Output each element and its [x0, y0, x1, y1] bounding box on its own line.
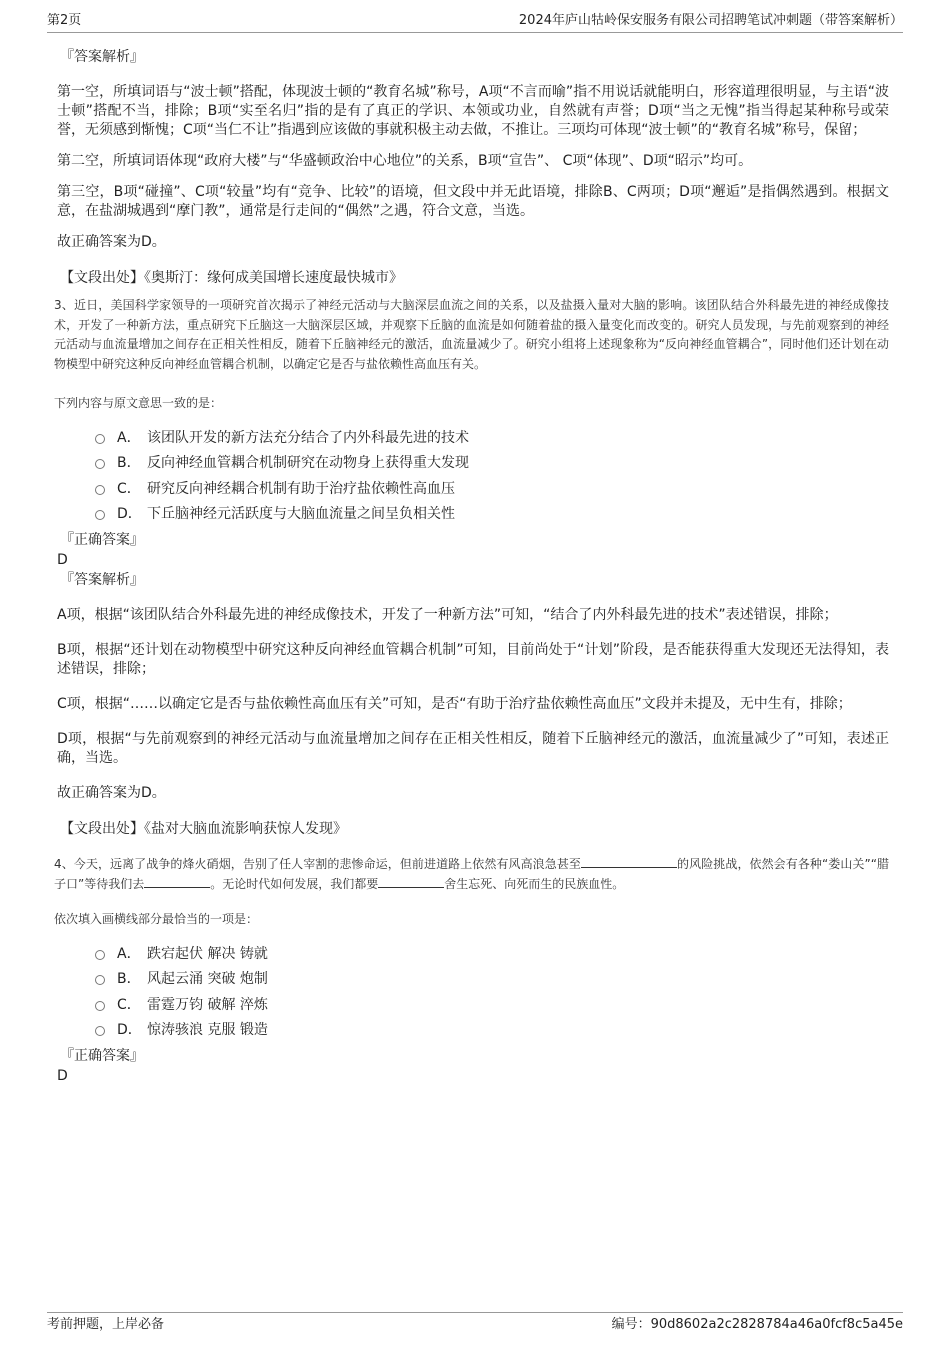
radio-icon[interactable]: [95, 510, 105, 520]
option-text: 研究反向神经耦合机制有助于治疗盐依赖性高血压: [147, 480, 455, 497]
q3-prompt: 下列内容与原文意思一致的是：: [54, 396, 223, 410]
radio-icon[interactable]: [95, 434, 105, 444]
option-letter: D．: [117, 506, 142, 523]
q2-analysis-tag: 『答案解析』: [60, 49, 144, 65]
q4-answer: D: [57, 1068, 68, 1084]
q3-answer: D: [57, 552, 68, 568]
option-text: 反向神经血管耦合机制研究在动物身上获得重大发现: [147, 455, 469, 472]
q3-question-text: 3、近日，美国科学家领导的一项研究首次揭示了神经元活动与大脑深层血流之间的关系，以及盐摄入量对大脑的影响。该团队结合外科最先进的神经成像技术，开发了一种新方法，重点研究下丘脑这一大脑深层区域，并观察下丘脑的血流是如何随着盐的摄入量变化而改变的。研究人员发现，与先前观察到的神经元活动与血流量增加之间存在正相关性相反，随着下丘脑神经元的激活，血流量减少了。研究小组将上述现象称为“反向神经血管耦合”，同时他们还计划在动物模型中研究这种反向神经血管耦合机制，以确定它是否与盐依赖性高血压有关。: [54, 298, 889, 371]
radio-icon[interactable]: [95, 950, 105, 960]
option-letter: D．: [117, 1022, 142, 1039]
radio-icon[interactable]: [95, 485, 105, 495]
option-letter: B．: [117, 455, 141, 472]
q4-answer-tag: 『正确答案』: [60, 1048, 144, 1064]
q4-option-b[interactable]: [95, 966, 889, 992]
q4-text-part: 舍生忘死、向死而生的民族血性。: [444, 876, 625, 891]
option-letter: C．: [117, 480, 141, 497]
page-footer: [47, 1312, 903, 1332]
footer-slogan: 考前押题，上岸必备: [47, 1317, 165, 1332]
q3-options: [95, 424, 889, 526]
q4-options: [95, 940, 889, 1042]
option-text: 跌宕起伏 解决 铸就: [147, 945, 268, 962]
q2-source: 【文段出处】《奥斯汀：缘何成美国增长速度最快城市》: [60, 270, 403, 286]
q3-analysis-paragraph: B项，根据“还计划在动物模型中研究这种反向神经血管耦合机制”可知，目前尚处于“计划”阶段，是否能获得重大发现还无法得知，表述错误，排除；: [57, 642, 889, 677]
q2-conclusion: 故正确答案为D。: [57, 234, 166, 250]
option-text: 下丘脑神经元活跃度与大脑血流量之间呈负相关性: [147, 506, 455, 523]
q4-question-text: [54, 855, 889, 894]
document-title: 2024年庐山牯岭保安服务有限公司招聘笔试冲刺题（带答案解析）: [518, 13, 903, 28]
fill-blank: [378, 875, 444, 888]
radio-icon[interactable]: [95, 975, 105, 985]
document-body: [54, 40, 890, 1086]
radio-icon[interactable]: [95, 459, 105, 469]
option-letter: B．: [117, 971, 141, 988]
option-letter: C．: [117, 996, 141, 1013]
option-letter: A．: [117, 945, 141, 962]
radio-icon[interactable]: [95, 1001, 105, 1011]
q4-text-part: 4、今天，远离了战争的烽火硝烟，告别了任人宰割的悲惨命运，但前进道路上依然有风高浪急甚至: [54, 857, 581, 871]
fill-blank: [581, 855, 677, 868]
q3-conclusion: 故正确答案为D。: [57, 785, 166, 801]
q3-source: 【文段出处】《盐对大脑血流影响获惊人发现》: [60, 821, 347, 837]
q2-analysis-paragraph: 第一空，所填词语与“波士顿”搭配，体现波士顿的“教育名城”称号，A项“不言而喻”指不用说话就能明白，形容道理很明显，与主语“波士顿”搭配不当，排除；B项“实至名归”指的是有了真正的学识、本领或功业，自然就有声誉；D项“当之无愧”指当得起某种称号或荣誉，无须感到惭愧；C项“当仁不让”指遇到应该做的事就积极主动去做，不推让。三项均可体现“波士顿”的“教育名城”称号，保留；: [57, 84, 889, 138]
q3-analysis-tag: 『答案解析』: [60, 572, 144, 588]
q4-prompt: 依次填入画横线部分最恰当的一项是：: [54, 912, 259, 926]
q2-analysis-paragraph: 第三空，B项“碰撞”、C项“较量”均有“竞争、比较”的语境，但文段中并无此语境，排除B、C两项；D项“邂逅”是指偶然遇到。根据文意，在盐湖城遇到“摩门教”，通常是行走间的“偶然”之遇，符合文意，当选。: [57, 184, 889, 219]
q3-option-d[interactable]: [95, 501, 889, 527]
document-id: 编号：90d8602a2c2828784a46a0fcf8c5a45e: [611, 1317, 903, 1332]
radio-icon[interactable]: [95, 1026, 105, 1036]
option-text: 该团队开发的新方法充分结合了内外科最先进的技术: [147, 429, 469, 446]
q3-option-a[interactable]: [95, 424, 889, 450]
page-number: 第2页: [47, 13, 82, 28]
q3-option-b[interactable]: [95, 450, 889, 476]
page-header: [47, 12, 903, 33]
q3-analysis-paragraph: A项，根据“该团队结合外科最先进的神经成像技术，开发了一种新方法”可知，“结合了内外科最先进的技术”表述错误，排除；: [57, 607, 838, 623]
q3-analysis-paragraph: D项，根据“与先前观察到的神经元活动与血流量增加之间存在正相关性相反，随着下丘脑神经元的激活，血流量减少了”可知，表述正确，当选。: [57, 731, 889, 766]
q4-option-c[interactable]: [95, 991, 889, 1017]
q4-option-d[interactable]: [95, 1017, 889, 1043]
q3-analysis-paragraph: C项，根据“……以确定它是否与盐依赖性高血压有关”可知，是否“有助于治疗盐依赖性高血压”文段并未提及，无中生有，排除；: [57, 696, 852, 712]
q4-option-a[interactable]: [95, 940, 889, 966]
fill-blank: [144, 875, 210, 888]
option-text: 风起云涌 突破 炮制: [147, 971, 268, 988]
option-text: 惊涛骇浪 克服 锻造: [147, 1022, 268, 1039]
q4-text-part: 。无论时代如何发展，我们都要: [210, 876, 379, 891]
q3-option-c[interactable]: [95, 475, 889, 501]
q4-text-part: 的风险挑战，依然会有各种“娄山关”“腊子口”等待我们去: [54, 857, 890, 891]
option-letter: A．: [117, 429, 141, 446]
q3-answer-tag: 『正确答案』: [60, 532, 144, 548]
option-text: 雷霆万钧 破解 淬炼: [147, 996, 268, 1013]
q2-analysis-paragraph: 第二空，所填词语体现“政府大楼”与“华盛顿政治中心地位”的关系，B项“宣告”、 C项“体现”、D项“昭示”均可。: [57, 153, 753, 169]
